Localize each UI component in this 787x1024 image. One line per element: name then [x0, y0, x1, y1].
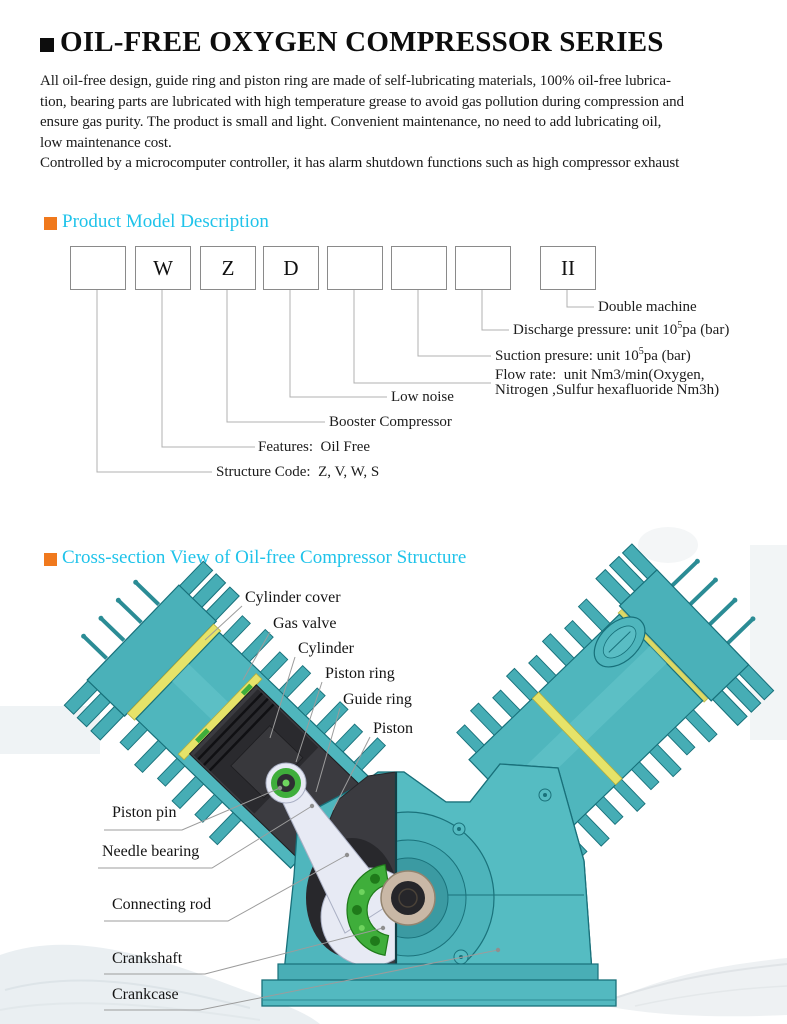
compressor-base — [262, 964, 616, 1006]
model-code-box — [70, 246, 126, 290]
model-code-box — [327, 246, 383, 290]
model-code-box — [455, 246, 511, 290]
section-heading-cross-section — [44, 547, 466, 569]
diagram-label-piston: Piston — [373, 720, 414, 737]
superscript: 5 — [677, 320, 683, 331]
page-title-text: OIL-FREE OXYGEN COMPRESSOR SERIES — [60, 26, 664, 58]
label-text: pa (bar) — [682, 322, 730, 338]
page-title — [40, 26, 664, 59]
diagram-label-connecting-rod: Connecting rod — [112, 896, 212, 913]
model-label-flow-rate-line1: Flow rate: unit Nm3/min(Oxygen, — [495, 367, 705, 383]
diagram-label-cylinder-cover: Cylinder cover — [245, 589, 341, 606]
diagram-label-piston-ring: Piston ring — [325, 665, 395, 682]
diagram-label-crankcase: Crankcase — [112, 986, 179, 1003]
intro-paragraph — [40, 71, 684, 174]
diagram-label-needle-bearing: Needle bearing — [102, 843, 200, 860]
diagram-label-piston-pin: Piston pin — [112, 804, 177, 821]
diagram-label-guide-ring: Guide ring — [343, 691, 412, 708]
model-code-box: Z — [200, 246, 256, 290]
label-text: Suction presure: unit 10 — [495, 348, 639, 364]
title-bullet-icon — [40, 38, 54, 52]
superscript: 5 — [638, 346, 644, 357]
model-label-features: Features: Oil Free — [258, 439, 371, 455]
model-label-structure-code: Structure Code: Z, V, W, S — [216, 464, 380, 480]
model-code-box: D — [263, 246, 319, 290]
intro-line: low maintenance cost. — [40, 134, 172, 151]
section-heading-model-text: Product Model Description — [62, 211, 269, 232]
model-label-low-noise: Low noise — [391, 389, 454, 405]
section-heading-cross-section-text: Cross-section View of Oil-free Compressor Structure — [62, 547, 467, 568]
intro-line: tion, bearing parts are lubricated with high temperature grease to avoid gas pollution during compression and — [40, 93, 684, 110]
label-text: Discharge pressure: unit 10 — [513, 322, 678, 338]
section-heading-model — [44, 211, 269, 233]
model-code-box — [391, 246, 447, 290]
model-label-suction-pressure — [495, 347, 691, 365]
model-label-double-machine: Double machine — [598, 299, 697, 315]
orange-square-icon — [44, 217, 57, 230]
orange-square-icon — [44, 553, 57, 566]
diagram-label-crankshaft: Crankshaft — [112, 950, 183, 967]
model-code-box: W — [135, 246, 191, 290]
diagram-label-cylinder: Cylinder — [298, 640, 354, 657]
intro-line: All oil-free design, guide ring and piston ring are made of self-lubricating materials, 100% oil-free lubrica- — [40, 73, 671, 89]
model-code-box: II — [540, 246, 596, 290]
intro-line: Controlled by a microcomputer controller, it has alarm shutdown functions such as high compressor exhaust — [40, 155, 680, 171]
model-label-flow-rate-line2: Nitrogen ,Sulfur hexafluoride Nm3h) — [495, 382, 720, 398]
model-label-booster: Booster Compressor — [329, 414, 452, 430]
diagram-label-gas-valve: Gas valve — [273, 615, 337, 632]
label-text: pa (bar) — [643, 348, 691, 364]
intro-line: ensure gas purity. The product is small and light. Convenient maintenance, no need to add lubricating oil, — [40, 114, 662, 130]
model-label-discharge-pressure — [513, 321, 729, 339]
